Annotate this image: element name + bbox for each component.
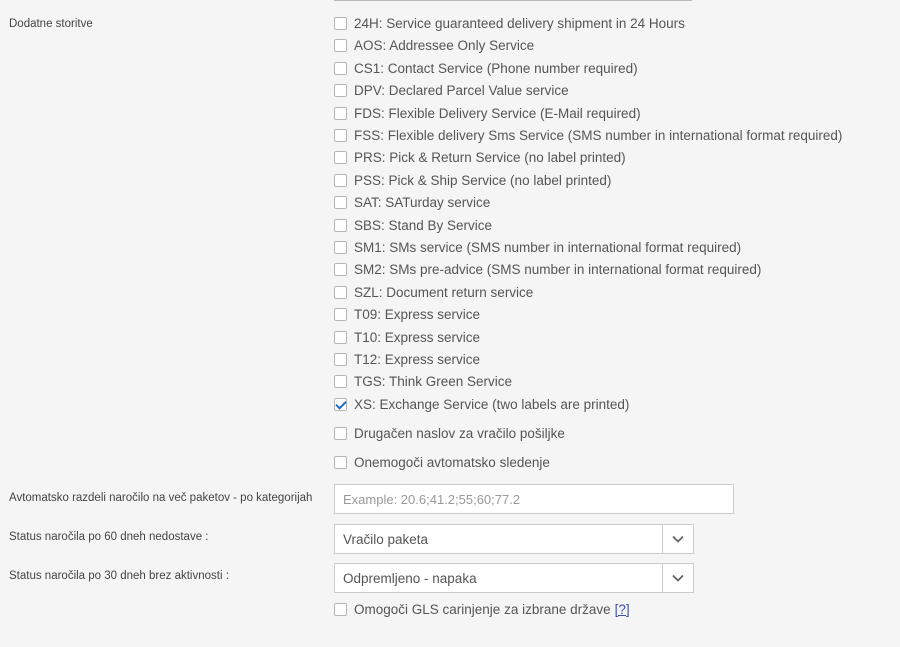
disable-tracking-option[interactable] [334, 452, 550, 472]
return-address-label: Drugačen naslov za vračilo pošiljke [354, 425, 565, 441]
service-checkbox[interactable] [334, 241, 347, 254]
gls-customs-label: Omogoči GLS carinjenje za izbrane države [354, 601, 611, 617]
service-label: TGS: Think Green Service [354, 373, 513, 389]
service-label: 24H: Service guaranteed delivery shipment in 24 Hours [354, 15, 685, 31]
service-label: PSS: Pick & Ship Service (no label printed) [354, 172, 612, 188]
service-option[interactable] [334, 282, 533, 302]
service-option[interactable] [334, 170, 611, 190]
service-label: FSS: Flexible delivery Sms Service (SMS number in international format required) [354, 127, 843, 143]
service-label: FDS: Flexible Delivery Service (E-Mail required) [354, 105, 641, 121]
status60-label: Status naročila po 60 dneh nedostave : [9, 531, 209, 543]
service-option[interactable] [334, 58, 638, 78]
service-label: T09: Express service [354, 306, 481, 322]
service-checkbox[interactable] [334, 219, 347, 232]
service-option[interactable] [334, 371, 512, 391]
service-option[interactable] [334, 327, 480, 347]
disable-tracking-checkbox[interactable] [334, 456, 347, 469]
service-label: SM1: SMs service (SMS number in international format required) [354, 239, 742, 255]
service-option[interactable] [334, 103, 641, 123]
status30-label: Status naročila po 30 dneh brez aktivnosti : [9, 570, 229, 582]
service-checkbox[interactable] [334, 84, 347, 97]
service-checkbox[interactable] [334, 107, 347, 120]
status60-select[interactable] [334, 524, 694, 554]
service-checkbox[interactable] [334, 17, 347, 30]
gls-customs-checkbox[interactable] [334, 603, 347, 616]
service-label: DPV: Declared Parcel Value service [354, 82, 569, 98]
service-label: AOS: Addressee Only Service [354, 37, 535, 53]
service-option[interactable] [334, 394, 629, 414]
service-checkbox[interactable] [334, 398, 347, 411]
service-checkbox[interactable] [334, 129, 347, 142]
service-label: CS1: Contact Service (Phone number required) [354, 60, 638, 76]
service-label: SAT: SATurday service [354, 194, 491, 210]
service-option[interactable] [334, 147, 626, 167]
gls-customs-option[interactable] [334, 599, 630, 619]
service-checkbox[interactable] [334, 375, 347, 388]
service-option[interactable] [334, 13, 685, 33]
service-label: XS: Exchange Service (two labels are printed) [354, 396, 630, 412]
service-checkbox[interactable] [334, 331, 347, 344]
status60-value: Vračilo paketa [343, 531, 429, 547]
service-checkbox[interactable] [334, 308, 347, 321]
service-checkbox[interactable] [334, 151, 347, 164]
service-checkbox[interactable] [334, 353, 347, 366]
service-checkbox[interactable] [334, 62, 347, 75]
service-checkbox[interactable] [334, 196, 347, 209]
status30-dropdown-toggle[interactable] [662, 564, 693, 592]
service-label: T12: Express service [354, 351, 481, 367]
service-option[interactable] [334, 349, 480, 369]
disable-tracking-label: Onemogoči avtomatsko sledenje [354, 454, 550, 470]
service-checkbox[interactable] [334, 286, 347, 299]
service-option[interactable] [334, 237, 741, 257]
service-label: SBS: Stand By Service [354, 217, 493, 233]
service-checkbox[interactable] [334, 174, 347, 187]
chevron-down-icon [672, 535, 684, 543]
service-label: PRS: Pick & Return Service (no label printed) [354, 149, 626, 165]
status30-value: Odpremljeno - napaka [343, 570, 477, 586]
service-label: SM2: SMs pre-advice (SMS number in international format required) [354, 261, 762, 277]
gls-customs-help-link[interactable]: [?] [614, 601, 630, 617]
status60-dropdown-toggle[interactable] [662, 525, 693, 553]
service-option[interactable] [334, 192, 490, 212]
status30-select[interactable] [334, 563, 694, 593]
return-address-checkbox[interactable] [334, 427, 347, 440]
service-option[interactable] [334, 125, 842, 145]
service-option[interactable] [334, 215, 492, 235]
section-divider [334, 0, 692, 1]
service-option[interactable] [334, 259, 761, 279]
auto-split-label: Avtomatsko razdeli naročilo na več paketov - po kategorijah [9, 492, 313, 504]
service-checkbox[interactable] [334, 263, 347, 276]
service-option[interactable] [334, 80, 569, 100]
service-label: T10: Express service [354, 329, 481, 345]
auto-split-input[interactable] [334, 484, 734, 514]
return-address-option[interactable] [334, 423, 565, 443]
additional-services-label: Dodatne storitve [9, 18, 93, 30]
service-checkbox[interactable] [334, 39, 347, 52]
chevron-down-icon [672, 574, 684, 582]
service-option[interactable] [334, 304, 480, 324]
service-label: SZL: Document return service [354, 284, 534, 300]
service-option[interactable] [334, 35, 534, 55]
